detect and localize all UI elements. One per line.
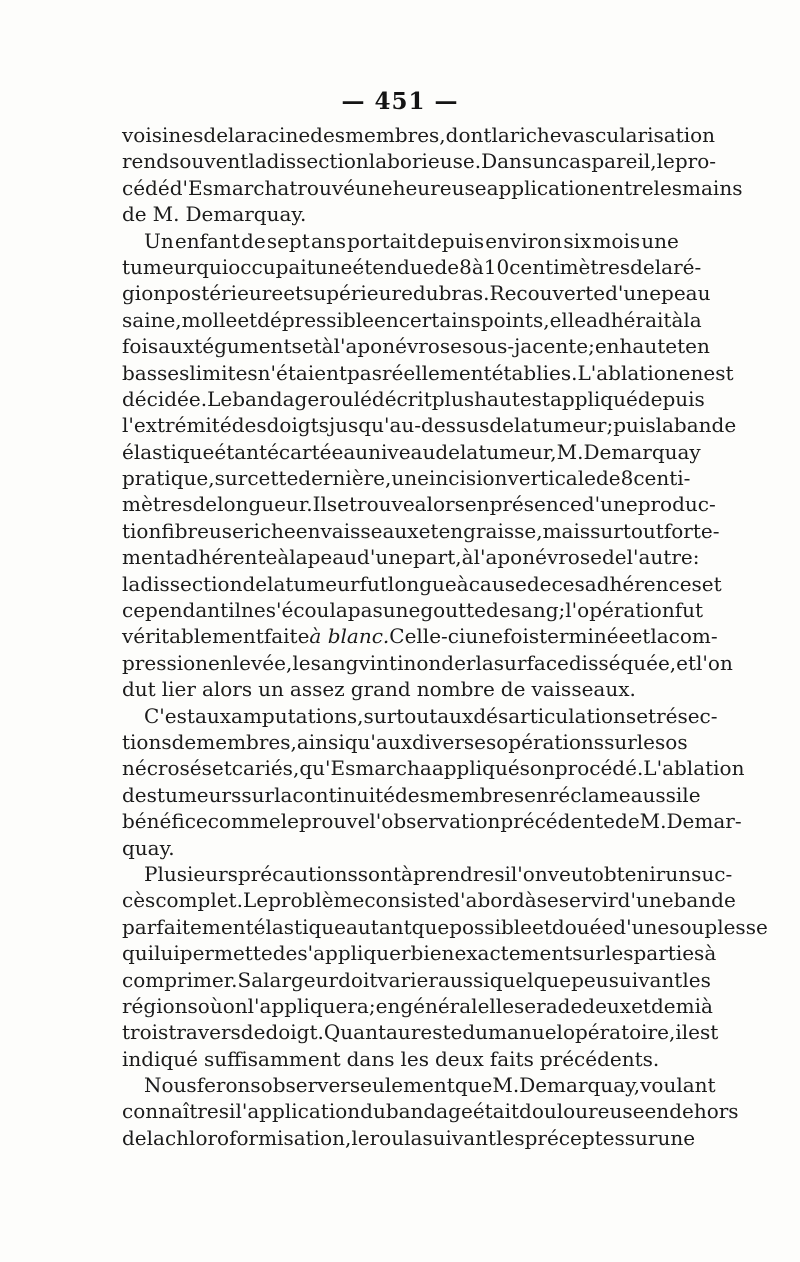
text-line: véritablement faite à blanc. Celle-ci une fois terminée et la com- xyxy=(122,624,718,649)
text-line: ment adhérente à la peau d'une part, à l'aponévrose de l'autre : xyxy=(122,545,700,570)
text-line: connaître si l'application du bandage était douloureuse en dehors xyxy=(122,1099,739,1124)
text-line: cependant il ne s'écoula pas une goutte de sang ; l'opération fut xyxy=(122,598,704,623)
text-line: Un enfant de sept ans portait depuis environ six mois une xyxy=(144,228,679,253)
text-line: décidée. Le bandage roulé décrit plus haut est appliqué depuis xyxy=(122,386,705,411)
text-line: qui lui permette de s'appliquer bien exactement sur les parties à xyxy=(122,941,717,966)
text-line: dut lier alors un assez grand nombre de vaisseaux. xyxy=(122,677,636,702)
text-line: bas ses limites n'étaient pas réellement établies. L'ablation en est xyxy=(122,360,734,385)
text-line: gion postérieure et supérieure du bras. Recouverte d'une peau xyxy=(122,281,711,306)
text-line: tion fibreuse riche en vaisseaux et en graisse, mais surtout forte- xyxy=(122,518,720,543)
text-line: Plusieurs précautions sont à prendre si l'on veut obtenir un suc- xyxy=(144,861,733,886)
text-line: cès complet. Le problème consiste d'abord à se servir d'une bande xyxy=(122,888,736,913)
text-line: cédé d'Esmarch a trouvé une heureuse application entre les mains xyxy=(122,175,743,200)
text-line: l'extrémité des doigts jusqu'au-dessus de la tumeur ; puis la bande xyxy=(122,413,737,438)
body-text xyxy=(122,122,768,1151)
page-number: — 451 — xyxy=(341,88,459,115)
text-line: tumeur qui occupait une étendue de 8 à 10 centimètres de la ré- xyxy=(122,254,702,279)
text-line: de la chloroformisation, le roula suivant les préceptes sur une xyxy=(122,1125,696,1150)
text-line: bénéfice comme le prouve l'observation précédente de M. Demar- xyxy=(122,809,742,834)
text-line: Nous ferons observer seulement que M. Demarquay, voulant xyxy=(144,1073,716,1098)
text-line: élastique étant écartée au niveau de la tumeur, M. Demarquay xyxy=(122,439,701,464)
text-line: fois aux téguments et à l'aponévrose sous-jacente ; en haut et en xyxy=(122,334,710,359)
text-line: des tumeurs sur la continuité des membres en réclame aussi le xyxy=(122,782,701,807)
text-line: rend souvent la dissection laborieuse. Dans un cas pareil, le pro- xyxy=(122,149,717,174)
text-line: voisines de la racine des membres, dont la riche vascularisation xyxy=(122,123,716,147)
text-line: nécrosés et cariés, qu'Esmarch a appliqué son procédé. L'ablation xyxy=(122,756,745,781)
text-line: de M. Demarquay. xyxy=(122,202,307,227)
text-line: comprimer. Sa largeur doit varier aussi quelque peu suivant les xyxy=(122,967,711,992)
text-line: quay. xyxy=(122,835,175,860)
text-line: pratique, sur cette dernière, une incision verticale de 8 centi- xyxy=(122,466,691,491)
text-line: tions de membres, ainsi qu'aux diverses opérations sur les os xyxy=(122,729,688,754)
text-line: mètres de longueur. Il se trouve alors en présence d'une produc- xyxy=(122,492,716,517)
text-line: trois travers de doigt. Quant au reste du manuel opératoire, il est xyxy=(122,1020,719,1045)
text-line: indiqué suffisamment dans les deux faits précédents. xyxy=(122,1046,660,1071)
text-line: pression enlevée, le sang vint inonder la surface disséquée, et l'on xyxy=(122,650,733,675)
text-line: régions où on l'appliquera ; en général elle sera de deux et demi à xyxy=(122,993,713,1018)
text-line: C'est aux amputations, surtout aux désarticulations et résec- xyxy=(144,703,718,728)
text-line: saine, molle et dépressible en certains points, elle adhérait à la xyxy=(122,307,702,332)
text-line: parfaitement élastique autant que possible et douée d'une souplesse xyxy=(122,914,768,939)
text-line: la dissection de la tumeur fut longue à cause de ces adhérences et xyxy=(122,571,722,596)
